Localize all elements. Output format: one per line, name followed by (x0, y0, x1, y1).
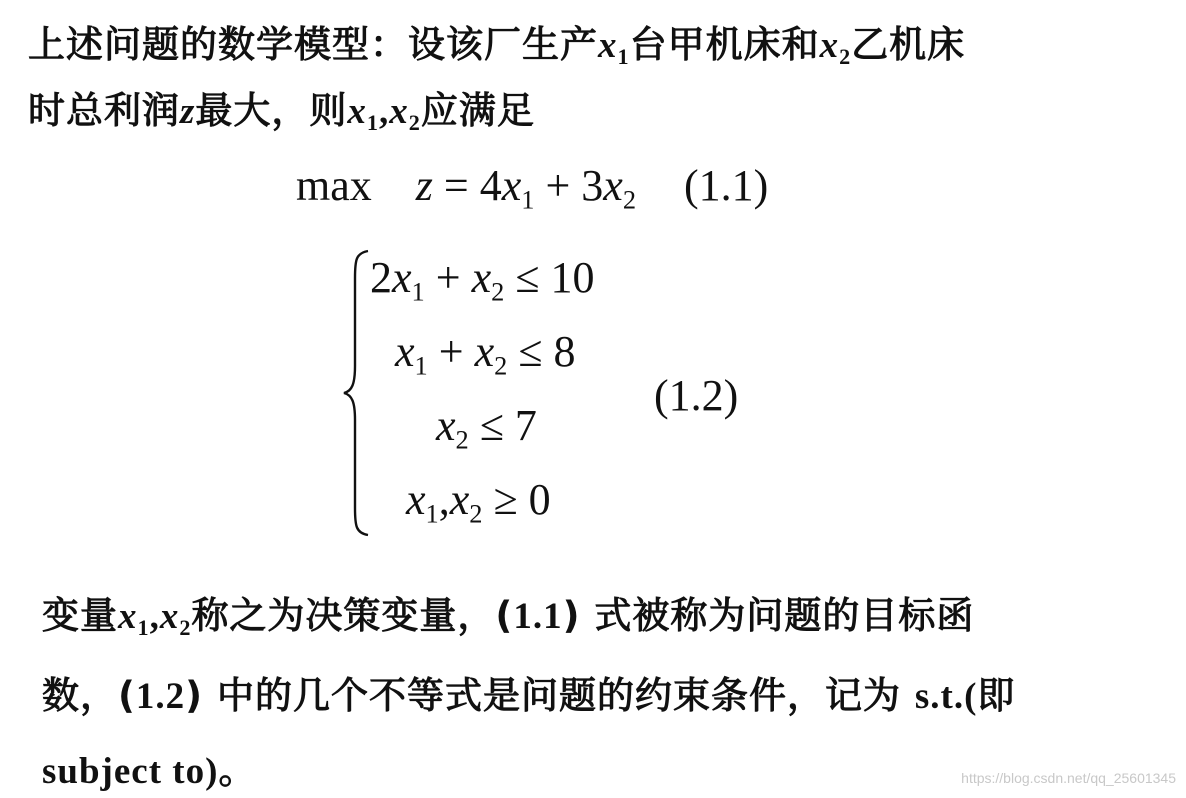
intro-text-2b: 最大，则 (195, 89, 348, 132)
intro-text-1b: 台甲机床和 (629, 23, 820, 66)
intro-text-2a: 时总利润 (28, 89, 180, 132)
var-z: z (180, 91, 196, 132)
equation-label-1-2: (1.2) (654, 371, 739, 420)
var-x2: $x_2$ (389, 91, 421, 136)
explain-text-1a: 变量 (42, 594, 118, 637)
explain-text-1b: 称之为决策变量，( (191, 594, 514, 637)
intro-text-2c: 应满足 (420, 89, 535, 132)
plus-coef: + 3 (545, 161, 604, 210)
explain-text-2c: ) 中的几个不等式是问题的约束条件，记为 (185, 674, 915, 717)
var-x1: $x_1$ (501, 161, 535, 215)
constraint-2: $x_1 + x_2 \le 8$ (395, 327, 576, 381)
left-brace-icon (340, 248, 370, 538)
subject-to-text: subject to) (42, 751, 219, 792)
objective-equation (296, 160, 768, 215)
intro-line-1 (28, 14, 965, 70)
constraint-1: $2x_1 + x_2 \le 10$ (370, 253, 595, 307)
var-x1: $x_1$ (118, 596, 150, 641)
var-x2: $x_2$ (603, 161, 637, 215)
st-abbrev: s.t.( (914, 676, 978, 717)
watermark: https://blog.csdn.net/qq_25601345 (961, 770, 1176, 786)
intro-text-1c: 乙机床 (851, 23, 966, 66)
period: 。 (218, 749, 257, 792)
explain-text-2a: 数，( (42, 674, 136, 717)
var-x1: $x_1$ (598, 25, 630, 70)
explain-text-2e: 即 (977, 674, 1016, 717)
equals-coef: = 4 (443, 161, 502, 210)
var-x2: $x_2$ (159, 596, 192, 641)
equation-label-1-1: (1.1) (684, 161, 769, 210)
objective-lhs: z (415, 161, 433, 210)
constraint-4: $x_1,x_2 \ge 0$ (406, 475, 551, 529)
intro-line-2 (28, 80, 535, 136)
var-x2: $x_2$ (819, 25, 852, 70)
max-keyword: max (296, 161, 372, 210)
constraints-system (340, 248, 640, 538)
explain-line-3 (42, 740, 256, 794)
constraint-3: $x_2 \le 7$ (436, 401, 537, 455)
explain-text-1d: ) 式被称为问题的目标函 (562, 594, 975, 637)
comma: , (379, 91, 390, 132)
ref-1-2: 1.2 (135, 676, 186, 717)
intro-text-1a: 上述问题的数学模型：设该厂生产 (28, 23, 598, 66)
explain-line-1 (42, 585, 974, 641)
var-x1: $x_1$ (347, 91, 379, 136)
ref-1-1: 1.1 (513, 596, 563, 637)
comma: , (149, 596, 160, 637)
explain-line-2 (42, 665, 1015, 719)
